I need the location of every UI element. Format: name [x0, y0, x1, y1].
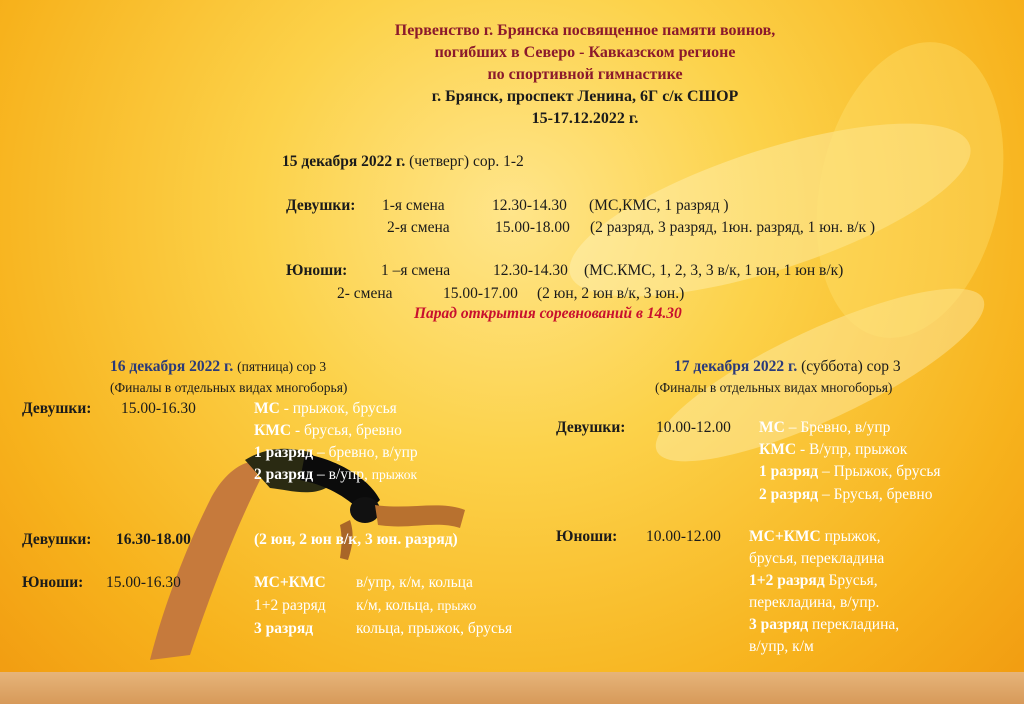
day15-girls-shift1-categories: (МС,КМС, 1 разряд ) — [589, 197, 729, 214]
day16-ms-text: - прыжок, брусья — [279, 400, 397, 417]
day15-girls-shift2-time: 15.00-18.00 — [495, 219, 570, 236]
day17-r1-label: 1 разряд — [759, 463, 819, 480]
day15-boys-shift1-categories: (МС.КМС, 1, 2, 3, 3 в/к, 1 юн, 1 юн в/к) — [584, 262, 844, 279]
title-line-3: по спортивной гимнастике — [487, 66, 683, 83]
day16-boys-r3-label: 3 разряд — [254, 620, 314, 637]
day17-boys-r12-text: Брусья, — [824, 572, 878, 589]
day17-boys-time: 10.00-12.00 — [646, 528, 721, 545]
day16-kms-label: КМС — [254, 422, 292, 439]
day15-boys-label: Юноши: — [286, 262, 348, 279]
day15-girls-shift1-time: 12.30-14.30 — [492, 197, 567, 214]
day15-boys-shift2-time: 15.00-17.00 — [443, 285, 518, 302]
day17-ms-text: – Бревно, в/упр — [784, 419, 891, 436]
day17-kms-text: - В/упр, прыжок — [796, 441, 908, 458]
day17-boys-mskms-text: прыжок, — [820, 528, 881, 545]
day17-boys-r12-row — [749, 572, 878, 590]
title-line-1: Первенство г. Брянска посвященное памяти воинов, — [394, 22, 776, 39]
day15-date: 15 декабря 2022 г. — [282, 153, 406, 170]
day17-heading — [674, 358, 901, 376]
day16-r1-text: – бревно, в/упр — [313, 444, 418, 461]
day16-boys-label: Юноши: — [22, 574, 84, 591]
day16-girls2-row — [22, 531, 91, 549]
day16-boys-r12-text: к/м, кольца, — [356, 597, 438, 614]
day16-boys-r3-text: кольца, прыжок, брусья — [356, 620, 513, 637]
day17-finals-note: (Финалы в отдельных видах многоборья) — [655, 380, 893, 395]
day17-date: 17 декабря 2022 г. — [674, 358, 798, 375]
day17-boys-label-wrap — [556, 528, 617, 546]
venue: г. Брянск, проспект Ленина, 6Г с/к СШОР — [431, 88, 739, 105]
day15-boys-shift2-name: 2- смена — [337, 285, 393, 302]
day15-girls-shift1 — [286, 197, 355, 215]
day17-boys-mskms-row — [749, 528, 881, 546]
day17-boys-mskms-label: МС+КМС — [749, 528, 821, 545]
day15-weekday: (четверг) сор. 1-2 — [409, 153, 524, 170]
day17-boys-line6: в/упр, к/м — [749, 638, 814, 655]
day16-ms-label: МС — [254, 400, 280, 417]
event-title — [300, 20, 870, 130]
day17-girls-time: 10.00-12.00 — [656, 419, 731, 436]
day15-boys-shift2-categories: (2 юн, 2 юн в/к, 3 юн.) — [537, 285, 685, 302]
title-line-2: погибших в Северо - Кавказском регионе — [434, 44, 736, 61]
day15-boys-shift1-name: 1 –я смена — [381, 262, 451, 279]
day16-finals-note: (Финалы в отдельных видах многоборья) — [110, 380, 348, 395]
day16-r2-row — [254, 466, 417, 484]
day17-boys-line2: брусья, перекладина — [749, 550, 885, 567]
day17-ms-row — [759, 419, 890, 437]
day17-boys-r3-text: перекладина, — [808, 616, 900, 633]
day15-girls-shift2-name: 2-я смена — [387, 219, 450, 236]
day16-boys-r12-small: прыжо — [437, 598, 477, 613]
day17-boys-label: Юноши: — [556, 528, 618, 545]
day16-r2-small: прыжок — [371, 467, 418, 482]
event-dates: 15-17.12.2022 г. — [531, 110, 639, 127]
day17-kms-label: КМС — [759, 441, 797, 458]
day16-kms-row — [254, 422, 402, 440]
day16-girls2-categories: (2 юн, 2 юн в/к, 3 юн. разряд) — [254, 531, 458, 548]
day16-girls2-label: Девушки: — [22, 531, 92, 548]
day16-boys-mskms-label-wrap — [254, 574, 326, 592]
day16-boys-r3-label-wrap — [254, 620, 313, 638]
day17-r2-row — [759, 486, 932, 504]
day16-boys-time: 15.00-16.30 — [106, 574, 181, 591]
day15-girls-shift2-categories: (2 разряд, 3 разряд, 1юн. разряд, 1 юн. в/к ) — [590, 219, 876, 236]
day16-boys-r12-label: 1+2 разряд — [254, 597, 326, 614]
day17-r1-row — [759, 463, 941, 481]
day15-boys-label-wrap — [286, 262, 347, 280]
day16-boys-mskms-label: МС+КМС — [254, 574, 326, 591]
floor-mat — [0, 672, 1024, 704]
day16-r1-row — [254, 444, 418, 462]
day17-r1-text: – Прыжок, брусья — [818, 463, 941, 480]
day17-weekday: (суббота) сор 3 — [801, 358, 901, 375]
day16-date: 16 декабря 2022 г. — [110, 358, 234, 375]
day16-girls1-label-wrap — [22, 400, 91, 418]
day16-girls1-time: 15.00-16.30 — [121, 400, 196, 417]
day17-girls-label: Девушки: — [556, 419, 626, 436]
day17-r2-label: 2 разряд — [759, 486, 819, 503]
day16-heading — [110, 358, 326, 376]
day16-r2-text: – в/упр, — [313, 466, 372, 483]
day16-boys-mskms-text: в/упр, к/м, кольца — [356, 574, 473, 591]
day17-girls-label-wrap — [556, 419, 625, 437]
day15-girls-label: Девушки: — [286, 197, 356, 214]
day17-r2-text: – Брусья, бревно — [818, 486, 933, 503]
day15-boys-shift1-time: 12.30-14.30 — [493, 262, 568, 279]
day16-girls2-categories-wrap — [254, 531, 458, 549]
opening-parade: Парад открытия соревнований в 14.30 — [414, 305, 682, 322]
day17-boys-line4: перекладина, в/упр. — [749, 594, 880, 611]
day16-ms-row — [254, 400, 397, 418]
day16-boys-r12-row — [356, 597, 476, 615]
day17-boys-r3-row — [749, 616, 899, 634]
day16-weekday: (пятница) сор 3 — [237, 359, 327, 374]
day17-kms-row — [759, 441, 907, 459]
day16-boys-label-wrap — [22, 574, 83, 592]
day16-kms-text: - брусья, бревно — [291, 422, 402, 439]
day16-r2-label: 2 разряд — [254, 466, 314, 483]
day16-girls2-time: 16.30-18.00 — [116, 531, 191, 548]
day16-girls2-time-wrap — [116, 531, 191, 549]
day17-ms-label: МС — [759, 419, 785, 436]
day17-boys-r12-label: 1+2 разряд — [749, 572, 825, 589]
day17-boys-r3-label: 3 разряд — [749, 616, 809, 633]
day15-heading — [282, 153, 524, 171]
day16-girls1-label: Девушки: — [22, 400, 92, 417]
day16-r1-label: 1 разряд — [254, 444, 314, 461]
day15-girls-shift1-name: 1-я смена — [382, 197, 445, 214]
